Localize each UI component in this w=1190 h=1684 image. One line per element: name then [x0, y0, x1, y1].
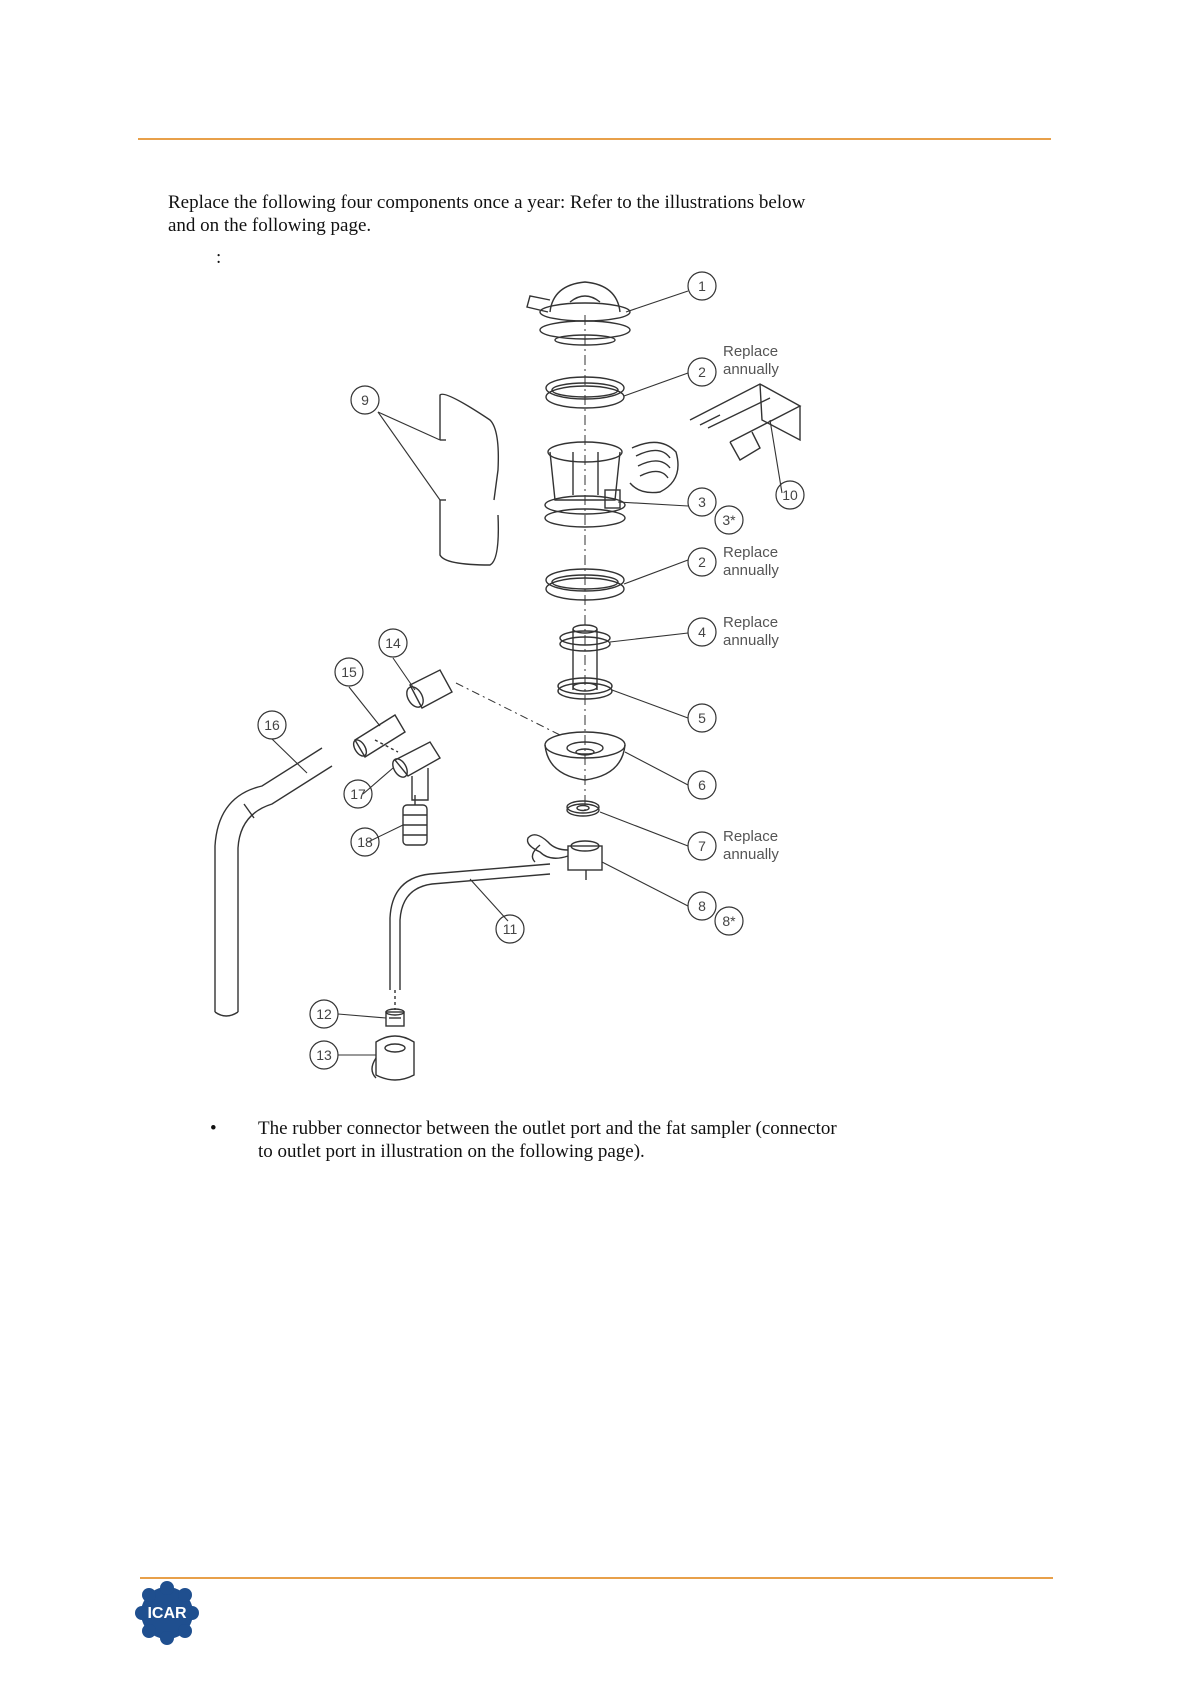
callout-13: 13 — [316, 1047, 332, 1063]
part-elbow — [375, 740, 440, 800]
callout-3: 3 — [698, 494, 706, 510]
callout-8: 8 — [698, 898, 706, 914]
callout-18: 18 — [357, 834, 373, 850]
note-replace-3-line1: Replace — [723, 614, 779, 631]
callout-14: 14 — [385, 635, 401, 651]
callout-2a: 2 — [698, 364, 706, 380]
note-replace-2-line1: Replace — [723, 544, 779, 561]
part-connector — [403, 670, 560, 735]
callout-17: 17 — [350, 786, 366, 802]
intro-paragraph: Replace the following four components once a year: Refer to the illustrations below and on the following page. — [168, 192, 806, 236]
bullet-marker: • — [210, 1118, 217, 1139]
icar-logo — [134, 1580, 200, 1646]
callout-1: 1 — [698, 278, 706, 294]
part-body — [545, 442, 678, 527]
part-nipple — [386, 1009, 404, 1026]
callout-circles — [258, 272, 804, 1069]
note-replace-1-line1: Replace — [723, 343, 779, 360]
note-replace-1-line2: annually — [723, 361, 779, 378]
part-bracket — [690, 384, 800, 460]
callout-12: 12 — [316, 1006, 332, 1022]
note-replace-3-line2: annually — [723, 632, 779, 649]
note-replace-4-line2: annually — [723, 846, 779, 863]
callout-8-star: 8* — [722, 913, 736, 929]
callout-7: 7 — [698, 838, 706, 854]
part-tube-11 — [390, 864, 550, 1010]
part-lid — [527, 282, 630, 345]
part-tube-16 — [215, 748, 332, 1016]
callout-5: 5 — [698, 710, 706, 726]
part-wire-clips — [440, 394, 498, 565]
footer-rule — [140, 1577, 1053, 1579]
note-replace-4-line1: Replace — [723, 828, 779, 845]
part-small-seal — [567, 801, 599, 816]
callout-15: 15 — [341, 664, 357, 680]
stray-colon: : — [216, 247, 222, 268]
callout-6: 6 — [698, 777, 706, 793]
callout-3-star: 3* — [722, 512, 736, 528]
callout-16: 16 — [264, 717, 280, 733]
callout-2b: 2 — [698, 554, 706, 570]
part-sensor — [528, 835, 603, 880]
note-replace-2-line2: annually — [723, 562, 779, 579]
svg-text:ICAR: ICAR — [147, 1605, 187, 1622]
bullet-text: The rubber connector between the outlet port and the fat sampler (connector to outlet port in illustration on the following page). — [258, 1118, 837, 1162]
callout-11: 11 — [502, 921, 518, 937]
callout-4: 4 — [698, 624, 706, 640]
part-clamp — [372, 1036, 414, 1080]
part-filter — [403, 795, 427, 845]
callout-9: 9 — [361, 392, 369, 408]
callout-10: 10 — [782, 487, 798, 503]
